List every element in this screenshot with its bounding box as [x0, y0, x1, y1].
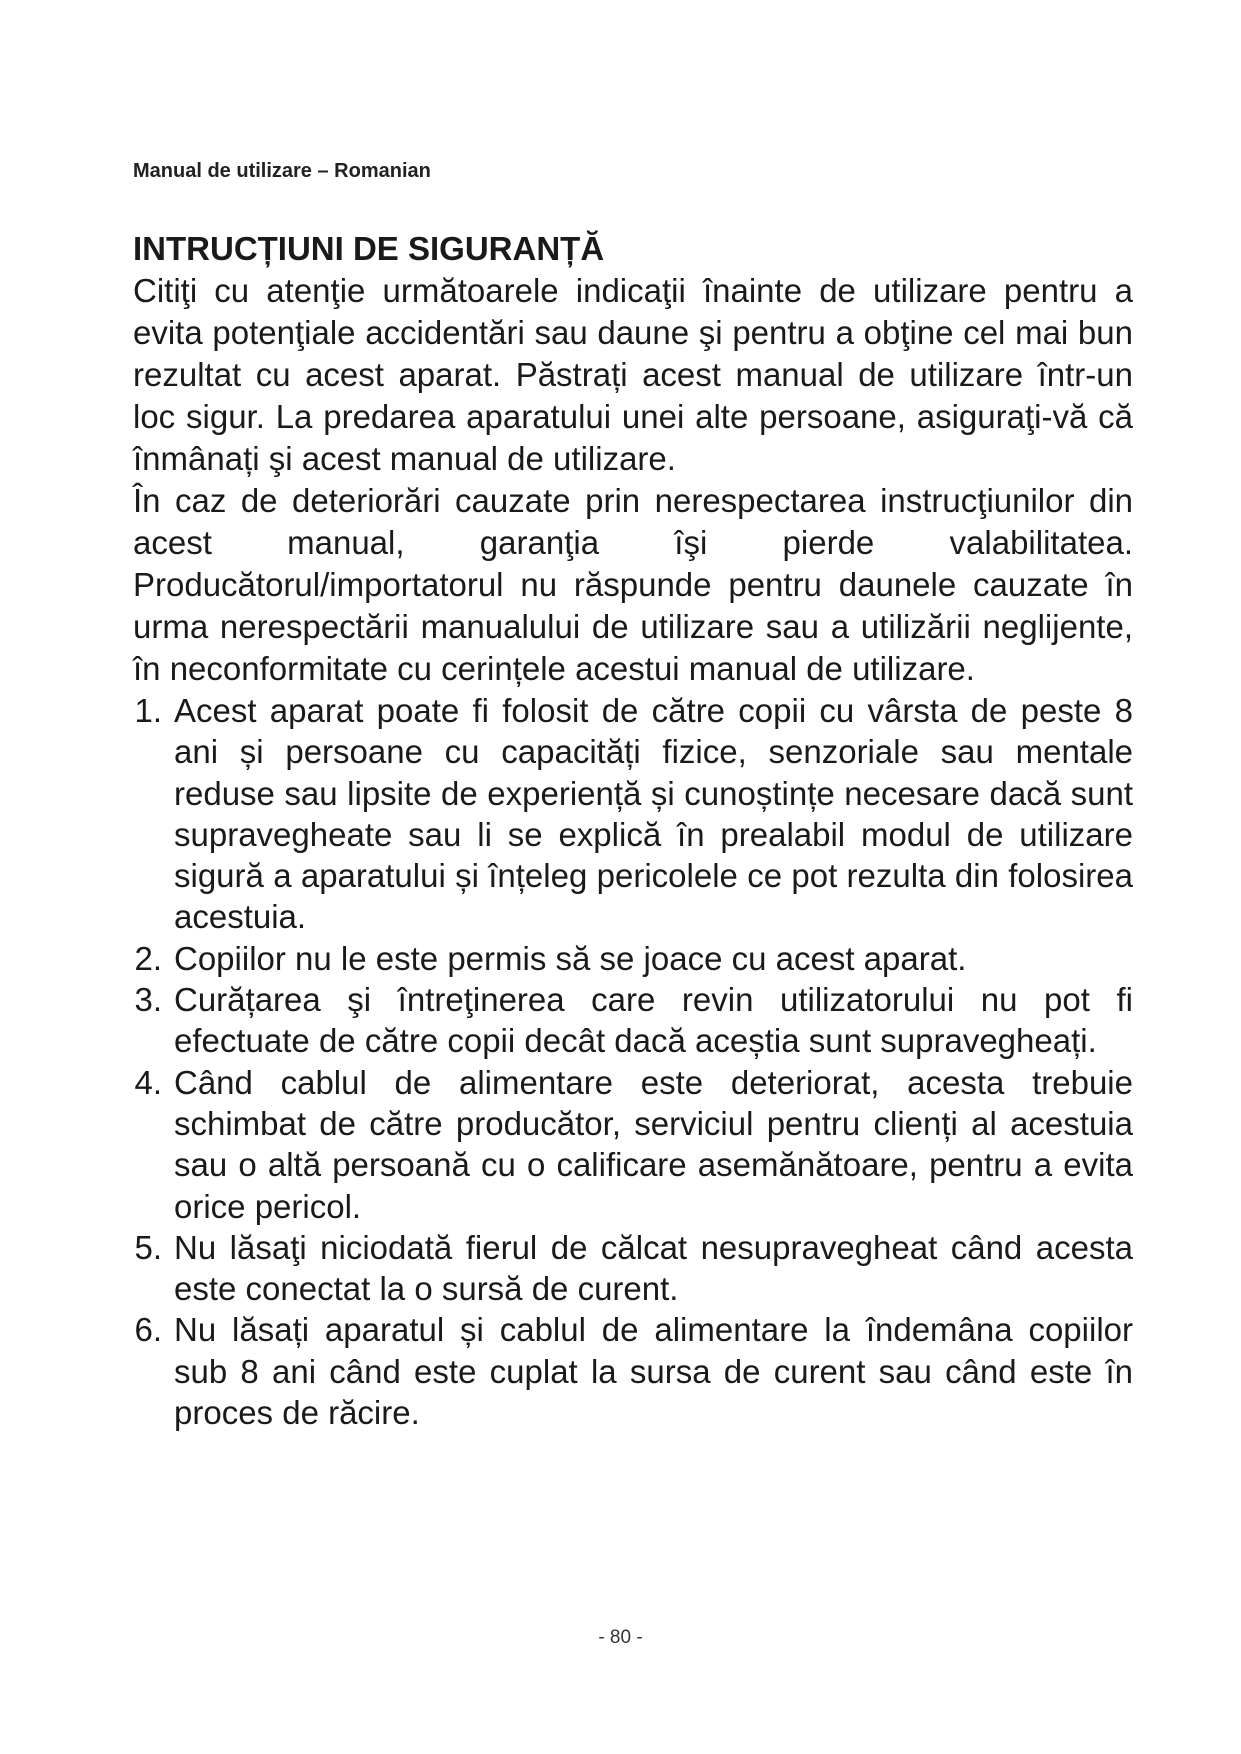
page-number: - 80 -: [598, 1627, 643, 1648]
list-item-text: Nu lăsaţi niciodată fierul de călcat nesupravegheat când acesta este conectat la o sursă de curent.: [174, 1228, 1133, 1308]
list-item-number: 1.: [134, 692, 162, 729]
section-title: INTRUCȚIUNI DE SIGURANȚĂ: [133, 230, 605, 267]
safety-rules-list: [133, 690, 1133, 1433]
list-item-text: Nu lăsați aparatul și cablul de alimentare la îndemâna copiilor sub 8 ani când este cuplat la sursa de curent sau când este în proces de răcire.: [174, 1311, 1133, 1432]
list-item-number: 4.: [134, 1063, 162, 1101]
list-item-number: 2.: [134, 939, 162, 977]
list-item-number: 6.: [134, 1311, 162, 1349]
document-header: Manual de utilizare – Romanian: [133, 160, 431, 182]
list-item-text: Copiilor nu le este permis să se joace cu acest aparat.: [174, 939, 967, 977]
list-item-number: 3.: [134, 981, 162, 1019]
warranty-paragraph: În caz de deteriorări cauzate prin nerespectarea instrucţiunilor din acest manual, garanţia îşi pierde valabilitatea. Producătorul/importatorul nu răspunde pentru daunele cauzate în urma nerespectării manualului de utilizare sau a utilizării neglijente, în neconformitate cu cerințele acestui manual de utilizare.: [133, 482, 1133, 687]
safety-section: [133, 228, 1133, 1433]
list-item: [133, 938, 1133, 979]
list-item-text: Curățarea şi întreţinerea care revin utilizatorului nu pot fi efectuate de către copii decât dacă aceștia sunt supravegheați.: [174, 981, 1133, 1060]
intro-paragraph: Citiţi cu atenţie următoarele indicaţii înainte de utilizare pentru a evita potenţiale accidentări sau daune şi pentru a obţine cel mai bun rezultat cu acest aparat. Păstrați acest manual de utilizare într-un loc sigur. La predarea aparatului unei alte persoane, asiguraţi-vă că înmânați şi acest manual de utilizare.: [133, 272, 1133, 477]
list-item: [133, 690, 1133, 938]
list-item: [133, 1062, 1133, 1227]
list-item-text: Acest aparat poate fi folosit de către copii cu vârsta de peste 8 ani și persoane cu capacități fizice, senzoriale sau mentale reduse sau lipsite de experiență și cunoștințe necesare dacă sunt supravegheate sau li se explică în prealabil modul de utilizare sigură a aparatului și înțeleg pericolele ce pot rezulta din folosirea acestuia.: [174, 692, 1133, 936]
list-item-text: Când cablul de alimentare este deteriorat, acesta trebuie schimbat de către producător, serviciul pentru clienți al acestuia sau o altă persoană cu o calificare asemănătoare, pentru a evita orice pericol.: [174, 1063, 1133, 1225]
list-item: [133, 979, 1133, 1062]
list-item-number: 5.: [134, 1228, 162, 1266]
list-item: [133, 1309, 1133, 1433]
list-item: [133, 1227, 1133, 1310]
